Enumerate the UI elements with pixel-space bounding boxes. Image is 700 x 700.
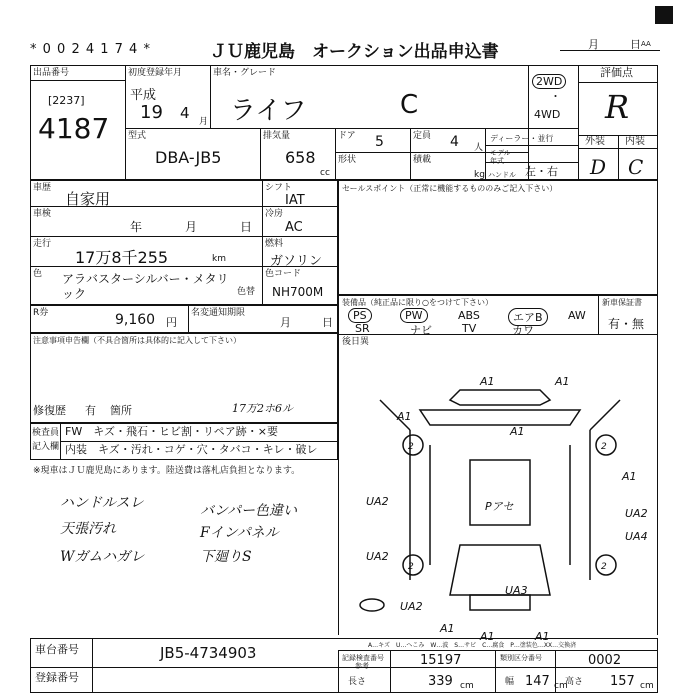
mark-a1-top-right: A1 xyxy=(555,375,570,388)
mark-wheel-fr: 2 xyxy=(601,442,607,452)
mark-a1-bottom-left: A1 xyxy=(440,622,455,635)
lot-number: 4187 xyxy=(38,112,110,145)
new-reg-label: 新車保証書 xyxy=(602,298,642,307)
color-label: 色 xyxy=(33,269,43,279)
color-change-label: 色替 xyxy=(237,287,256,297)
equip-ps-label: PS xyxy=(353,309,367,322)
model-name: ライフ xyxy=(230,96,307,126)
new-reg-options: 有・無 xyxy=(608,317,645,331)
sales-point-label: セールスポイント（正常に機能するもののみご記入下さい） xyxy=(342,184,558,193)
mark-ua4-right: UA4 xyxy=(625,530,648,543)
mark-a1-left: A1 xyxy=(397,410,412,423)
mark-a1-bottom: A1 xyxy=(480,630,495,640)
drive-2wd-label: 2WD xyxy=(536,75,563,88)
registration-era: 平成 xyxy=(130,88,157,103)
note-ceiling-dirt: 天張汚れ xyxy=(60,521,116,537)
inspection-day: 日 xyxy=(240,220,253,234)
shift-value: IAT xyxy=(285,193,305,208)
notes-label: 注意事項申告欄（不具合箇所は具体的に記入して下さい） xyxy=(33,336,241,345)
tax-amount: 9,160 xyxy=(115,312,156,328)
tax-row xyxy=(30,305,338,333)
width-value: 147 xyxy=(525,674,550,689)
note-bumper-color: バンパー色違い xyxy=(200,503,298,519)
mileage-label: 走行 xyxy=(33,239,52,249)
ac-label: 冷房 xyxy=(265,209,284,219)
mark-a1-right: A1 xyxy=(622,470,637,483)
note-underbody: 下廻りS xyxy=(200,549,252,565)
mark-a1-hood: A1 xyxy=(510,425,525,438)
mark-ua2-left: UA2 xyxy=(366,495,389,508)
tax-label: R券 xyxy=(33,308,49,318)
lot-small-number: [2237] xyxy=(48,94,85,107)
color-code-value: NH700M xyxy=(272,285,324,299)
mileage-unit: km xyxy=(212,254,226,264)
width-unit: cm xyxy=(554,681,568,691)
interior-grade: C xyxy=(628,155,644,179)
mark-wheel-fl: 2 xyxy=(408,442,414,452)
height-label: 高さ xyxy=(565,677,584,687)
model-grade: C xyxy=(400,90,419,120)
load-label: 積載 xyxy=(413,155,432,165)
inspector-label1: 検査員 xyxy=(32,428,60,438)
mark-ua2-rear: UA2 xyxy=(400,600,423,613)
rear-plate-area xyxy=(470,595,530,610)
inspection-row1: FW キズ・飛石・ヒビ割・リペア跡・×要 xyxy=(65,425,278,438)
mark-a1-bottom-right: A1 xyxy=(535,630,550,640)
mark-wheel-rr: 2 xyxy=(601,562,607,572)
date-day: 日 xyxy=(630,38,641,51)
inspection-label: 車検 xyxy=(33,209,52,219)
reg-number-label: 登録番号 xyxy=(35,671,79,684)
car-diagram xyxy=(340,350,656,640)
date-month: 月 xyxy=(588,38,599,51)
dim-label2: 参考 xyxy=(355,662,369,670)
mark-p-roof: Pアセ xyxy=(485,500,514,513)
fuel-label: 燃料 xyxy=(265,239,284,249)
tax-unit: 円 xyxy=(166,316,177,329)
lot-label: 出品番号 xyxy=(33,68,70,78)
equip-leather: カワ xyxy=(512,324,534,337)
displacement-value: 658 xyxy=(285,148,316,167)
note-f-panel: Fインパネル xyxy=(200,525,279,541)
note-w-gum: Wガムハガレ xyxy=(60,549,145,565)
inspection-year: 年 xyxy=(130,220,143,234)
handle-label: ハンドル xyxy=(488,171,516,179)
displacement-unit: cc xyxy=(320,168,330,178)
equip-pw xyxy=(400,308,428,323)
usage-label: 車歴 xyxy=(33,183,52,193)
chassis-label: 車台番号 xyxy=(35,643,79,656)
capacity-value: 4 xyxy=(450,134,459,150)
ac-value: AC xyxy=(285,220,303,235)
doors-value: 5 xyxy=(375,134,384,150)
rating-score: R xyxy=(605,88,630,126)
roof-panel xyxy=(470,460,530,525)
equip-aw: AW xyxy=(568,309,586,322)
doors-label: ドア xyxy=(338,131,356,141)
equip-abs: ABS xyxy=(458,309,480,322)
spare-tire xyxy=(360,599,384,611)
name-change-day: 日 xyxy=(322,316,333,329)
equip-tv: TV xyxy=(462,322,477,335)
equip-airbag-label: エアB xyxy=(513,311,543,324)
height-unit: cm xyxy=(640,681,654,691)
repair-place: 箇所 xyxy=(110,404,132,417)
shape-label: 形状 xyxy=(338,155,357,165)
usage-value: 自家用 xyxy=(65,190,111,208)
name-change-month: 月 xyxy=(280,316,291,329)
dim-value1: 15197 xyxy=(420,653,462,668)
mark-a1-top-left: A1 xyxy=(480,375,495,388)
length-unit: cm xyxy=(460,681,474,691)
drive-2wd xyxy=(532,74,566,89)
mark-ua3-hatch: UA3 xyxy=(505,584,528,597)
corner-marker xyxy=(655,6,673,24)
drive-dot: ・ xyxy=(550,90,561,103)
registration-label: 初度登録年月 xyxy=(128,68,183,78)
dealer-label: ディーラー・並行 xyxy=(490,134,554,143)
registration-month-unit: 月 xyxy=(199,117,209,127)
inspection-row2: 内装 キズ・汚れ・コゲ・穴・タバコ・キレ・破レ xyxy=(65,443,318,456)
equip-sr: SR xyxy=(355,322,370,335)
dim-label1: 記録検査番号 xyxy=(342,654,384,662)
capacity-label: 定員 xyxy=(413,131,432,141)
handle-options: 左・右 xyxy=(525,165,558,178)
registration-month: 4 xyxy=(180,104,190,122)
diagram-legend: A…キズ U…へこみ W…波 S…サビ C…腐食 P…塗装色…XX…交換済 xyxy=(368,642,577,649)
equip-ps xyxy=(348,308,372,323)
vehicle-type: DBA-JB5 xyxy=(155,148,222,167)
mileage-value: 17万8千255 xyxy=(75,248,169,267)
capacity-unit: 人 xyxy=(474,143,484,153)
inspector-label2: 記入欄 xyxy=(32,442,60,452)
color-code-label: 色コード xyxy=(265,269,302,279)
model-year-label: モデル年式 xyxy=(490,149,511,165)
color-value: アラバスターシルバー・メタリック xyxy=(62,272,229,301)
drive-4wd: 4WD xyxy=(534,108,561,121)
shift-label: シフト xyxy=(265,183,293,193)
height-value: 157 xyxy=(610,674,635,689)
load-unit: kg xyxy=(474,170,485,180)
disclaimer: ※現車はＪＵ鹿児島にあります。陸送費は落札店負担となります。 xyxy=(33,466,301,476)
width-label: 幅 xyxy=(505,677,515,687)
serial-number: * 0 0 2 4 1 7 4 * xyxy=(30,42,151,57)
equip-navi: ナビ xyxy=(410,324,432,337)
length-label: 長さ xyxy=(348,677,367,687)
repair-value: 有 xyxy=(85,404,96,417)
front-roof-shape xyxy=(450,390,550,405)
mark-ua2-left-lower: UA2 xyxy=(366,550,389,563)
registration-year: 19 xyxy=(140,102,163,123)
mark-wheel-rl: 2 xyxy=(408,562,414,572)
front-hood-shape xyxy=(420,410,580,425)
length-value: 339 xyxy=(428,674,453,689)
class-label: 類別区分番号 xyxy=(500,654,542,662)
rear-label: 後日異 xyxy=(342,337,370,347)
rear-hatch xyxy=(450,545,550,595)
form-title: ＪＵ鹿児島 オークション出品申込書 xyxy=(210,42,499,62)
equipment-label: 装備品（純正品に限り○をつけて下さい） xyxy=(342,298,493,307)
exterior-label: 外装 xyxy=(585,136,605,147)
note-handle-wear: ハンドルスレ xyxy=(60,495,144,511)
name-change-label: 名変通知期限 xyxy=(191,308,246,318)
chassis-value: JB5-4734903 xyxy=(160,644,257,662)
fuel-value: ガソリン xyxy=(270,254,323,269)
displacement-label: 排気量 xyxy=(263,131,291,141)
exterior-grade: D xyxy=(590,155,607,179)
rating-label: 評価点 xyxy=(600,66,633,79)
mark-ua2-right: UA2 xyxy=(625,507,648,520)
date-suffix: AA xyxy=(641,40,651,48)
type-label: 型式 xyxy=(128,131,147,141)
sales-point-box xyxy=(338,180,658,295)
interior-label: 内装 xyxy=(625,136,645,147)
inspection-month: 月 xyxy=(185,220,198,234)
repair-handwritten: 17万2ホ6ル xyxy=(232,402,293,415)
class-value: 0002 xyxy=(588,653,622,668)
equip-pw-label: PW xyxy=(405,309,423,322)
repair-label: 修復歴 xyxy=(33,404,66,417)
model-label: 車名・グレード xyxy=(213,68,277,78)
